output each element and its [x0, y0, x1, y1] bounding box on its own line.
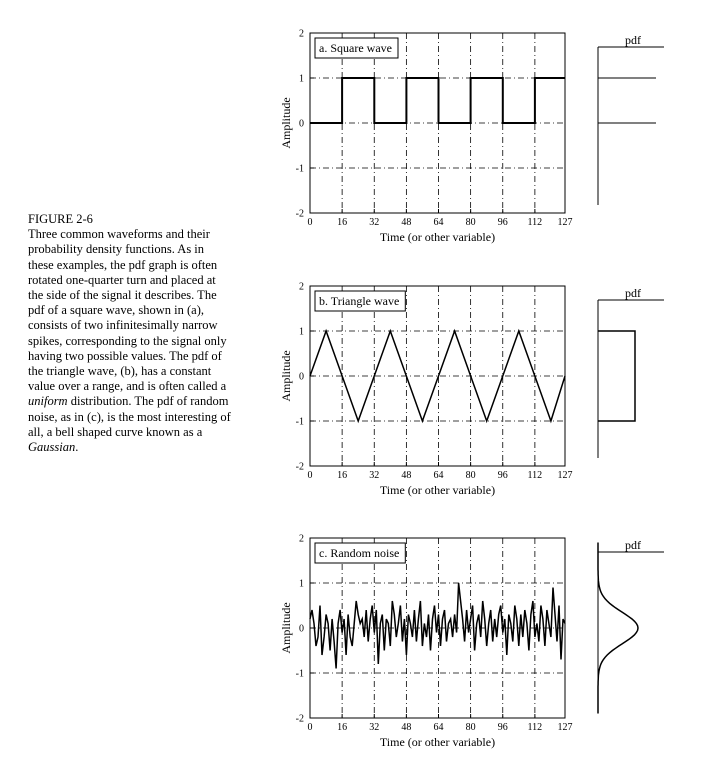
x-tick-label: 112: [527, 217, 543, 228]
y-tick-label: -1: [295, 668, 304, 680]
x-tick-label: 127: [557, 722, 573, 733]
pdf-label: pdf: [625, 538, 641, 552]
y-axis-label: Amplitude: [279, 602, 293, 654]
caption-line: probability density functions. As in: [28, 242, 205, 257]
x-axis-label: Time (or other variable): [379, 483, 496, 497]
y-tick-label: 0: [299, 371, 304, 383]
y-tick-label: -2: [295, 208, 304, 220]
x-tick-label: 64: [433, 722, 444, 733]
series-line: [310, 78, 565, 123]
caption-line: the side of the signal it describes. The: [28, 288, 217, 303]
caption-line: value over a range, and is often called a: [28, 379, 227, 394]
pdf-label: pdf: [625, 286, 641, 300]
x-tick-label: 64: [433, 217, 444, 228]
x-tick-label: 96: [497, 470, 508, 481]
y-tick-label: -2: [295, 713, 304, 725]
x-tick-label: 32: [369, 470, 380, 481]
x-tick-label: 48: [401, 722, 412, 733]
x-axis-label: Time (or other variable): [379, 230, 496, 244]
chart-title: b. Triangle wave: [319, 294, 400, 308]
caption-line: the triangle wave, (b), has a constant: [28, 364, 212, 379]
x-tick-label: 16: [337, 470, 348, 481]
y-tick-label: 2: [299, 28, 304, 40]
caption-line: all, a bell shaped curve known as a: [28, 424, 203, 439]
x-tick-label: 16: [337, 217, 348, 228]
series-line: [310, 583, 565, 669]
caption-line: pdf of a square wave, shown in (a),: [28, 303, 204, 318]
x-tick-label: 32: [369, 217, 380, 228]
y-tick-label: -1: [295, 416, 304, 428]
caption-line: having two possible values. The pdf of: [28, 348, 222, 363]
x-tick-label: 0: [307, 722, 313, 733]
x-axis-label: Time (or other variable): [379, 735, 496, 749]
x-tick-label: 80: [465, 217, 476, 228]
plot-frame: [310, 286, 565, 466]
y-tick-label: 1: [299, 326, 304, 338]
y-tick-label: 1: [299, 73, 304, 85]
y-tick-label: 2: [299, 533, 304, 545]
x-tick-label: 112: [527, 722, 543, 733]
caption-line: spikes, corresponding to the signal only: [28, 333, 227, 348]
x-tick-label: 48: [401, 470, 412, 481]
x-tick-label: 0: [307, 470, 313, 481]
x-tick-label: 112: [527, 470, 543, 481]
y-tick-label: 1: [299, 578, 304, 590]
x-tick-label: 127: [557, 470, 573, 481]
caption-line: Gaussian.: [28, 440, 79, 455]
pdf-gaussian-curve: [598, 543, 638, 714]
x-tick-label: 96: [497, 722, 508, 733]
y-tick-label: 0: [299, 623, 304, 635]
chart-title: a. Square wave: [319, 41, 392, 55]
x-tick-label: 80: [465, 470, 476, 481]
caption-title: FIGURE 2-6: [28, 212, 93, 226]
caption-line: these examples, the pdf graph is often: [28, 257, 218, 272]
y-axis-label: Amplitude: [279, 97, 293, 149]
chart-title: c. Random noise: [319, 546, 400, 560]
x-tick-label: 0: [307, 217, 313, 228]
y-tick-label: 2: [299, 281, 304, 293]
x-tick-label: 80: [465, 722, 476, 733]
series-line: [310, 331, 565, 421]
caption-line: rotated one-quarter turn and placed at: [28, 272, 216, 287]
x-tick-label: 96: [497, 217, 508, 228]
y-tick-label: -1: [295, 163, 304, 175]
x-tick-label: 127: [557, 217, 573, 228]
caption-line: uniform distribution. The pdf of random: [28, 394, 229, 409]
caption-line: noise, as in (c), is the most interesting of: [28, 409, 231, 424]
x-tick-label: 64: [433, 470, 444, 481]
x-tick-label: 48: [401, 217, 412, 228]
x-tick-label: 16: [337, 722, 348, 733]
pdf-uniform-curve: [598, 331, 635, 421]
y-tick-label: -2: [295, 461, 304, 473]
x-tick-label: 32: [369, 722, 380, 733]
y-tick-label: 0: [299, 118, 304, 130]
caption-line: consists of two infinitesimally narrow: [28, 318, 218, 333]
y-axis-label: Amplitude: [279, 350, 293, 402]
pdf-label: pdf: [625, 33, 641, 47]
caption-line: Three common waveforms and their: [28, 227, 210, 242]
